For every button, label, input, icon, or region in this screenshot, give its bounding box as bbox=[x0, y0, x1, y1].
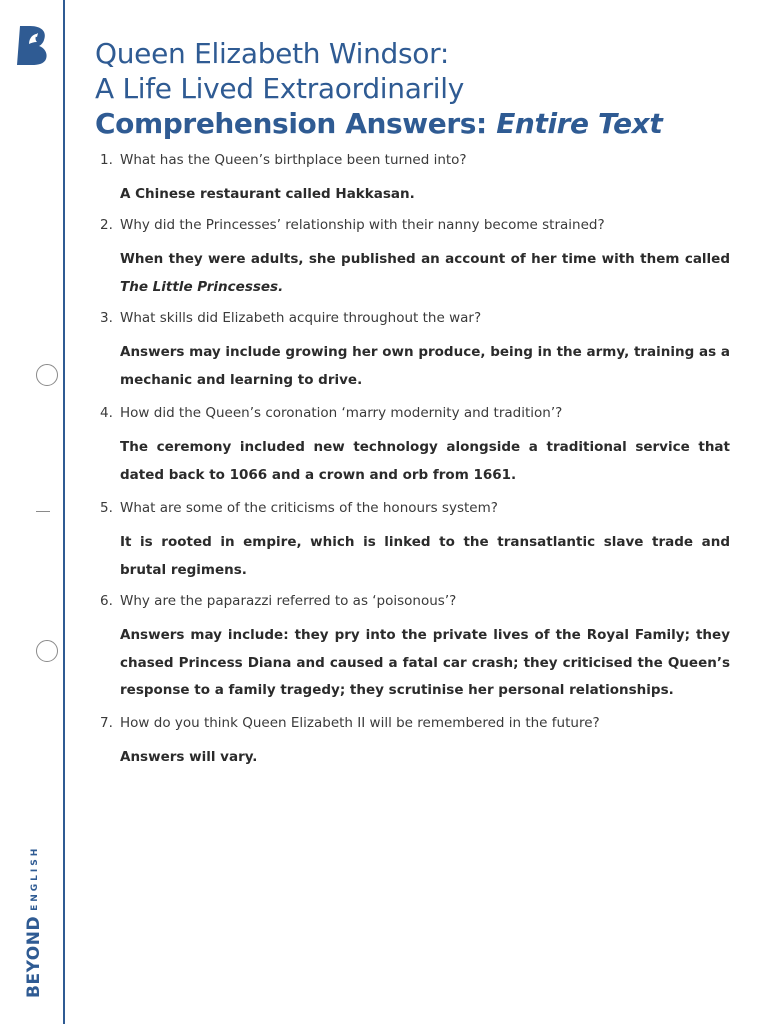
question-number: 1. bbox=[100, 152, 113, 168]
fold-mark bbox=[36, 511, 50, 512]
answer: Answers will vary. bbox=[120, 749, 258, 765]
margin-line bbox=[63, 0, 65, 1024]
qa-item-2 bbox=[96, 216, 736, 301]
question-text: How do you think Queen Elizabeth II will be remembered in the future? bbox=[120, 715, 600, 731]
question bbox=[96, 499, 736, 517]
answer: It is rooted in empire, which is linked to the transatlantic slave trade and brutal regimens. bbox=[120, 534, 730, 578]
question bbox=[96, 151, 736, 169]
qa-item-4 bbox=[96, 404, 736, 489]
qa-item-5 bbox=[96, 499, 736, 584]
subtitle-prefix: Comprehension Answers: bbox=[95, 107, 497, 140]
question bbox=[96, 404, 736, 422]
answer: A Chinese restaurant called Hakkasan. bbox=[120, 186, 415, 202]
question bbox=[96, 714, 736, 732]
binder-hole-top bbox=[36, 364, 58, 386]
question-text: How did the Queen’s coronation ‘marry modernity and tradition’? bbox=[120, 405, 563, 421]
question-text: What are some of the criticisms of the honours system? bbox=[120, 500, 498, 516]
question-number: 3. bbox=[100, 310, 113, 326]
answer: The ceremony included new technology alongside a traditional service that dated back to 1066 and a crown and orb from 1661. bbox=[120, 439, 730, 483]
question bbox=[96, 216, 736, 234]
beyond-logo-icon bbox=[16, 24, 50, 66]
brand-word-english: ENGLISH bbox=[30, 845, 40, 911]
question-text: What has the Queen’s birthplace been turned into? bbox=[120, 152, 467, 168]
question-text: What skills did Elizabeth acquire throughout the war? bbox=[120, 310, 482, 326]
subtitle-emphasis: Entire Text bbox=[496, 107, 663, 140]
title-line-2: A Life Lived Extraordinarily bbox=[95, 72, 465, 105]
page-header bbox=[95, 36, 735, 142]
subtitle bbox=[95, 106, 735, 142]
qa-item-7 bbox=[96, 714, 736, 772]
brand-wordmark bbox=[24, 846, 44, 998]
binder-hole-bottom bbox=[36, 640, 58, 662]
question-number: 4. bbox=[100, 405, 113, 421]
question-number: 6. bbox=[100, 593, 113, 609]
question-number: 2. bbox=[100, 217, 113, 233]
answer-text: When they were adults, she published an account of her time with them called bbox=[120, 251, 730, 267]
question-text: Why did the Princesses’ relationship with their nanny become strained? bbox=[120, 217, 605, 233]
qa-item-6 bbox=[96, 592, 736, 705]
title-line-1: Queen Elizabeth Windsor: bbox=[95, 37, 449, 70]
question-number: 5. bbox=[100, 500, 113, 516]
book-title: The Little Princesses. bbox=[120, 278, 284, 295]
answer: Answers may include growing her own produce, being in the army, training as a mechanic and learning to drive. bbox=[120, 344, 730, 388]
brand-word-beyond: BEYOND bbox=[24, 915, 44, 998]
question bbox=[96, 309, 736, 327]
answer: Answers may include: they pry into the private lives of the Royal Family; they chased Princess Diana and caused a fatal car crash; they criticised the Queen’s response to a family tragedy; they scrutinise her personal relationships. bbox=[120, 627, 730, 698]
qa-item-1 bbox=[96, 151, 736, 209]
qa-item-3 bbox=[96, 309, 736, 394]
question-text: Why are the paparazzi referred to as ‘poisonous’? bbox=[120, 593, 457, 609]
question-number: 7. bbox=[100, 715, 113, 731]
answer bbox=[120, 246, 730, 301]
question bbox=[96, 592, 736, 610]
